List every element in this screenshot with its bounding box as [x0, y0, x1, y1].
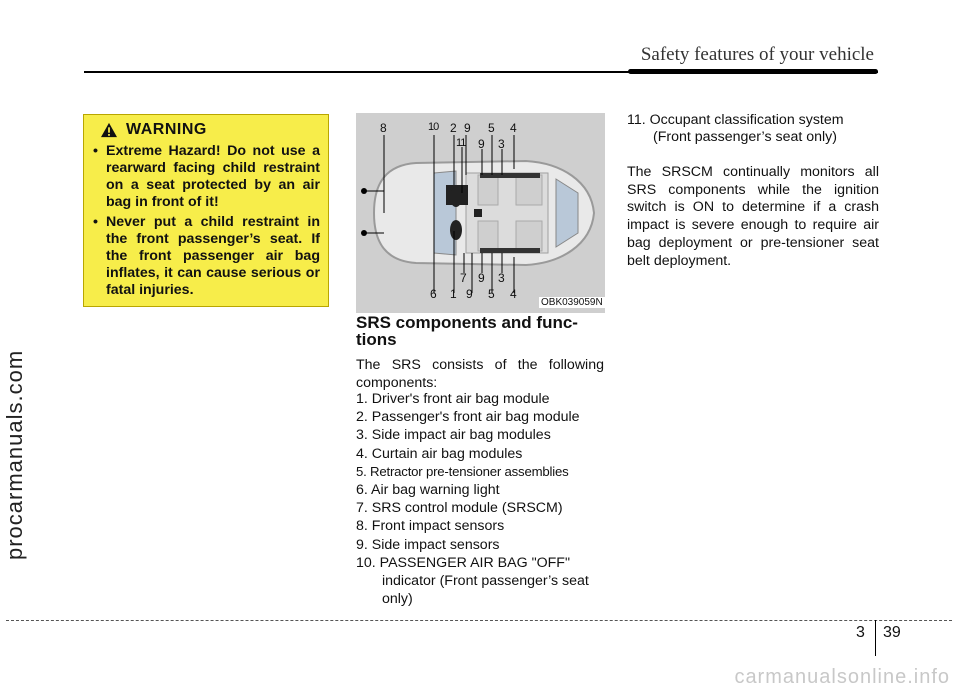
warning-box [83, 114, 329, 307]
warning-item: • Never put a child restraint in the front passenger’s seat. If the front passenger air bag inflates, it can cause serious or fatal injuries. [93, 214, 320, 298]
warning-list [92, 143, 320, 299]
diagram-label: 7 [460, 271, 467, 285]
diagram-label: 8 [380, 121, 387, 135]
list-item: 4. Curtain air bag modules [356, 445, 523, 462]
component-list [356, 390, 606, 608]
list-item: 1. Driver's front air bag module [356, 391, 550, 407]
warning-triangle-icon [100, 122, 118, 138]
diagram-label: 6 [430, 287, 437, 301]
bullet-dot: • [93, 214, 98, 230]
diagram-label: 9 [466, 287, 473, 301]
list-item: 9. Side impact sensors [356, 536, 500, 553]
page-number: 39 [883, 624, 901, 641]
diagram-label: 3 [498, 271, 505, 285]
list-item: 5. Retractor pre-tensioner assemblies [356, 463, 569, 479]
warning-header [100, 121, 320, 139]
page-divider [875, 620, 876, 656]
diagram-label: 10 [428, 121, 439, 133]
section-number: 3 [856, 624, 865, 641]
warning-item: • Extreme Hazard! Do not use a rearward facing child restraint on a seat protected by an air bag in front of it! [93, 143, 320, 210]
srscm-paragraph: The SRSCM continually monitors all SRS components while the ignition switch is ON to determine if a crash impact is severe enough to require air bag deployment or pre-tensioner seat belt deployment. [627, 164, 879, 269]
diagram-label: 3 [498, 137, 505, 151]
section-heading: SRS components and func- tions [356, 313, 578, 349]
list-item-11: 11. Occupant classification system (Front passenger’s seat only) [627, 112, 844, 145]
diagram-label: 11 [456, 137, 466, 149]
diagram-label: 9 [464, 121, 471, 135]
diagram-label: 9 [478, 271, 485, 285]
diagram-label: 2 [450, 121, 457, 135]
diagram-label: 9 [478, 137, 485, 151]
srs-diagram [356, 113, 605, 313]
diagram-label: 5 [488, 121, 495, 135]
list-item: 2. Passenger's front air bag module [356, 409, 580, 426]
diagram-label: 4 [510, 287, 517, 301]
bullet-dot: • [93, 143, 98, 159]
list-item: 8. Front impact sensors [356, 518, 505, 535]
diagram-label: 5 [488, 287, 495, 301]
diagram-code: OBK039059N [541, 297, 603, 308]
list-item: 3. Side impact air bag modules [356, 427, 551, 444]
watermark-bottom: carmanualsonline.info [734, 666, 950, 688]
list-item: 7. SRS control module (SRSCM) [356, 500, 563, 517]
diagram-label: 1 [450, 287, 457, 301]
list-item: 10. PASSENGER AIR BAG "OFF" indicator (Front passenger’s seat only) [356, 554, 589, 608]
header-rule-accent [628, 69, 878, 74]
list-item: 6. Air bag warning light [356, 482, 500, 499]
watermark-side: procarmanuals.com [2, 349, 27, 560]
diagram-label: 4 [510, 121, 517, 135]
intro-paragraph: The SRS consists of the following components: [356, 357, 604, 391]
footer-rule [6, 620, 952, 621]
page-header-title: Safety features of your vehicle [640, 44, 874, 65]
warning-title: WARNING [126, 121, 207, 138]
